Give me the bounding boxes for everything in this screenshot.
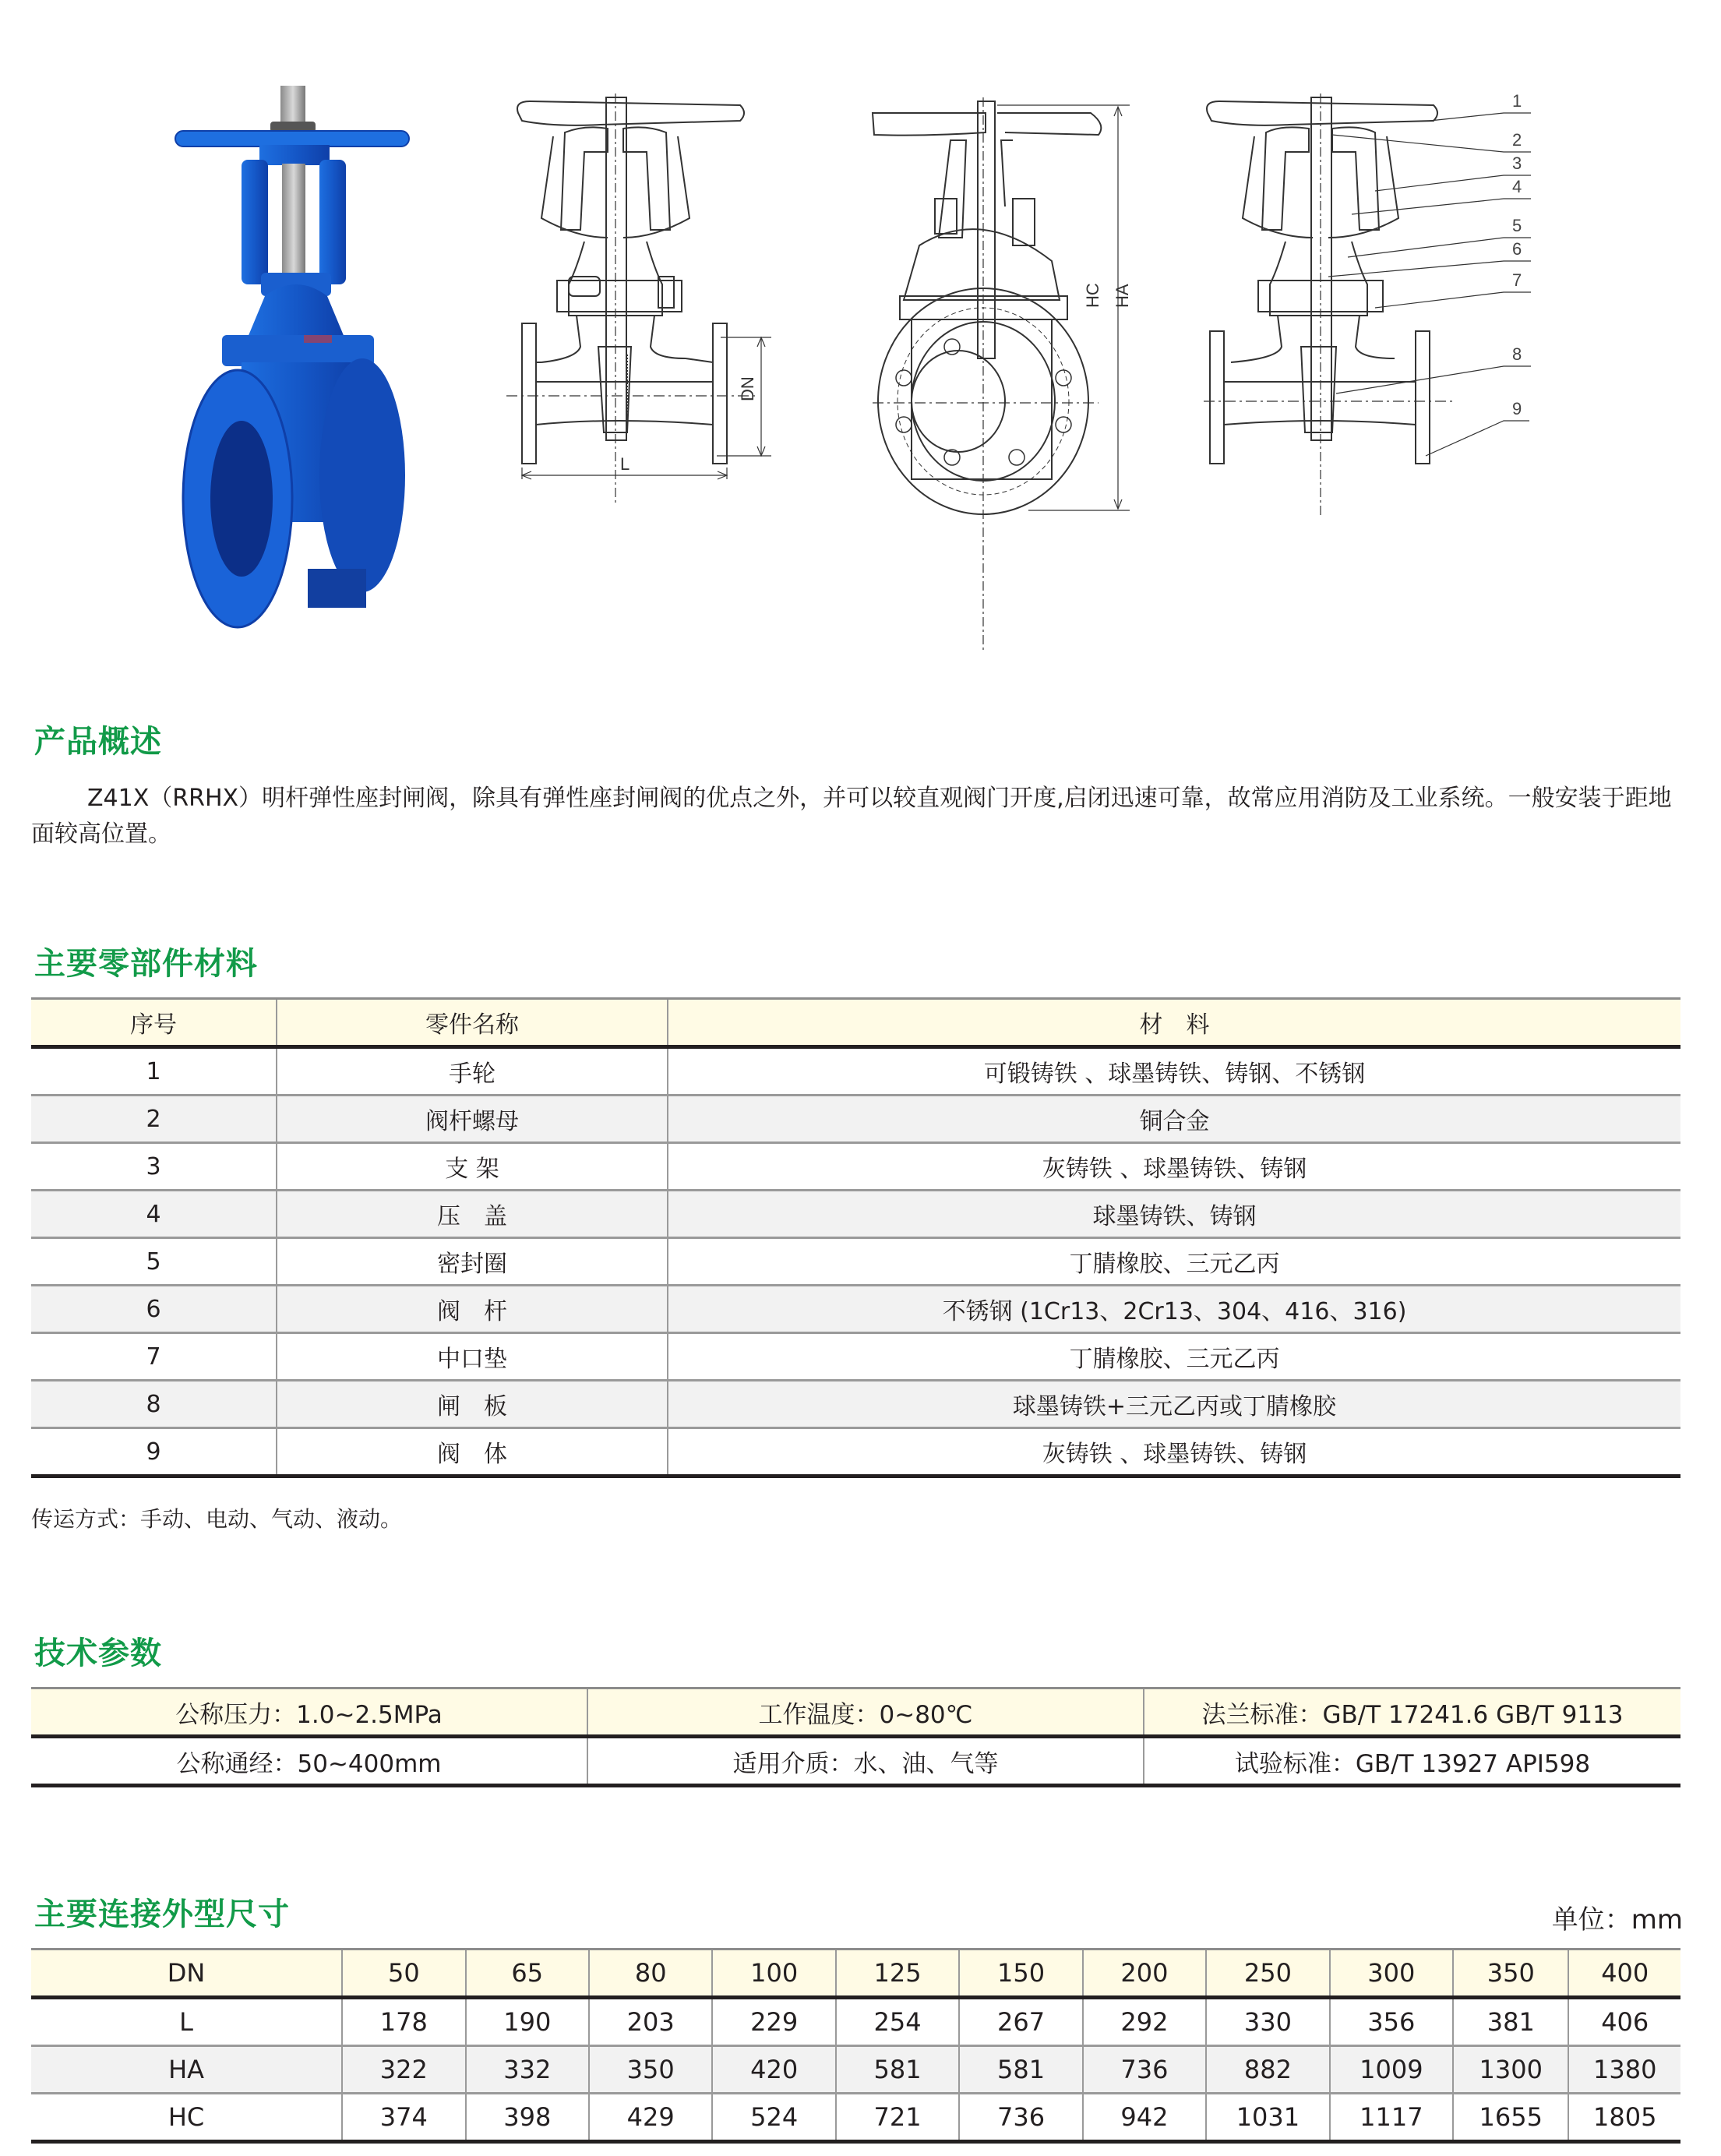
cell: 1009	[1330, 2046, 1453, 2094]
dn-label: DN	[31, 1950, 342, 1998]
header-material: 材 料	[668, 999, 1680, 1047]
part-material: 灰铸铁 、球墨铸铁、铸钢	[668, 1143, 1680, 1191]
tech-row	[31, 1688, 1680, 1737]
part-no: 4	[31, 1191, 277, 1238]
part-material: 不锈钢 (1Cr13、2Cr13、304、416、316)	[668, 1286, 1680, 1333]
hc-dimension-label: HC	[1083, 283, 1102, 308]
parts-materials-table	[31, 997, 1680, 1478]
dn-value: 300	[1330, 1950, 1453, 1998]
actuation-note: 传运方式：手动、电动、气动、液动。	[31, 1506, 403, 1532]
dn-value: 200	[1083, 1950, 1206, 1998]
dn-value: 125	[836, 1950, 959, 1998]
cell: 1117	[1330, 2094, 1453, 2142]
part-name: 压 盖	[277, 1191, 668, 1238]
cell: 229	[712, 1998, 835, 2046]
part-material: 丁腈橡胶、三元乙丙	[668, 1238, 1680, 1286]
callout-8: 8	[1512, 344, 1522, 364]
part-name: 闸 板	[277, 1381, 668, 1428]
dn-dimension-label: DN	[738, 376, 757, 401]
cell: 381	[1453, 1998, 1568, 2046]
cell: 524	[712, 2094, 835, 2142]
cell: 190	[466, 1998, 589, 2046]
cell: 429	[589, 2094, 712, 2142]
part-material: 球墨铸铁、铸钢	[668, 1191, 1680, 1238]
cell: 736	[959, 2094, 1082, 2142]
part-no: 6	[31, 1286, 277, 1333]
cell: 332	[466, 2046, 589, 2094]
dn-value: 100	[712, 1950, 835, 1998]
nominal-diameter: 公称通经：50~400mm	[176, 1749, 442, 1778]
l-dimension-label: L	[620, 454, 630, 474]
callout-3: 3	[1512, 153, 1522, 173]
table-row	[31, 1428, 1680, 1477]
table-row	[31, 1381, 1680, 1428]
cell: 374	[342, 2094, 465, 2142]
part-name: 阀杆螺母	[277, 1096, 668, 1143]
cell: 292	[1083, 1998, 1206, 2046]
part-no: 9	[31, 1428, 277, 1477]
part-no: 3	[31, 1143, 277, 1191]
table-row	[31, 1143, 1680, 1191]
table-row	[31, 1286, 1680, 1333]
cell: 581	[836, 2046, 959, 2094]
cell: 322	[342, 2046, 465, 2094]
cell: 406	[1568, 1998, 1680, 2046]
dn-header-row	[31, 1950, 1680, 1998]
cell: 254	[836, 1998, 959, 2046]
flange-standard: 法兰标准：GB/T 17241.6 GB/T 9113	[1144, 1688, 1680, 1737]
cell: 942	[1083, 2094, 1206, 2142]
cell: 350	[589, 2046, 712, 2094]
cell: 1805	[1568, 2094, 1680, 2142]
cell: 721	[836, 2094, 959, 2142]
dn-value: 400	[1568, 1950, 1680, 1998]
tech-params-table	[31, 1687, 1680, 1787]
unit-label: 单位：mm	[1551, 1904, 1683, 1935]
part-no: 5	[31, 1238, 277, 1286]
callout-5: 5	[1512, 216, 1522, 235]
tech-heading: 技术参数	[34, 1636, 162, 1671]
part-no: 1	[146, 1057, 161, 1085]
table-row	[31, 1191, 1680, 1238]
row-label: L	[179, 2007, 193, 2037]
part-name: 中口垫	[277, 1333, 668, 1381]
header-part-name: 零件名称	[277, 999, 668, 1047]
part-name: 阀 杆	[277, 1286, 668, 1333]
dims-heading: 主要连接外型尺寸	[34, 1897, 290, 1932]
part-material: 可锻铸铁 、球墨铸铁、铸钢、不锈钢	[668, 1047, 1680, 1096]
ha-dimension-label: HA	[1113, 284, 1132, 308]
table-row-ha	[31, 2046, 1680, 2094]
callout-7: 7	[1512, 270, 1522, 290]
part-name: 支 架	[277, 1143, 668, 1191]
overview-text: Z41X（RRHX）明杆弹性座封闸阀，除具有弹性座封闸阀的优点之外，并可以较直观阀门开度,启闭迅速可靠，故常应用消防及工业系统。一般安装于距地面较高位置。	[31, 785, 1672, 848]
parts-heading: 主要零部件材料	[34, 946, 258, 982]
product-photo	[168, 86, 425, 666]
cell: 736	[1083, 2046, 1206, 2094]
part-name: 阀 体	[277, 1428, 668, 1477]
callout-1: 1	[1512, 91, 1522, 111]
dn-value: 250	[1206, 1950, 1329, 1998]
table-row	[31, 1096, 1680, 1143]
cell: 203	[589, 1998, 712, 2046]
part-no: 7	[31, 1333, 277, 1381]
sectional-drawing-dimensions-dn-l	[506, 90, 795, 662]
dn-value: 65	[466, 1950, 589, 1998]
cell: 1031	[1206, 2094, 1329, 2142]
table-header-row	[31, 999, 1680, 1047]
callout-2: 2	[1512, 130, 1522, 150]
row-label: HA	[31, 2046, 342, 2094]
cell: 1655	[1453, 2094, 1568, 2142]
part-material: 灰铸铁 、球墨铸铁、铸钢	[668, 1428, 1680, 1477]
dn-value: 150	[959, 1950, 1082, 1998]
cell: 420	[712, 2046, 835, 2094]
overview-paragraph	[31, 781, 1687, 852]
part-material: 铜合金	[668, 1096, 1680, 1143]
part-no: 2	[31, 1096, 277, 1143]
part-name: 密封圈	[277, 1238, 668, 1286]
table-row-l	[31, 1998, 1680, 2046]
part-material: 丁腈橡胶、三元乙丙	[668, 1333, 1680, 1381]
cell: 1380	[1568, 2046, 1680, 2094]
callout-6: 6	[1512, 239, 1522, 259]
table-row	[31, 1238, 1680, 1286]
part-material: 球墨铸铁+三元乙丙或丁腈橡胶	[668, 1381, 1680, 1428]
row-label: HC	[31, 2094, 342, 2142]
cell: 267	[959, 1998, 1082, 2046]
front-drawing-dimensions-hc-ha	[865, 90, 1176, 662]
cell: 356	[1330, 1998, 1453, 2046]
callout-9: 9	[1512, 399, 1522, 418]
tech-row	[31, 1737, 1680, 1786]
part-name: 手轮	[277, 1047, 668, 1096]
callout-4: 4	[1512, 177, 1522, 196]
nominal-pressure: 公称压力：1.0~2.5MPa	[31, 1688, 587, 1737]
cell: 882	[1206, 2046, 1329, 2094]
dn-value: 350	[1453, 1950, 1568, 1998]
table-row	[31, 1047, 1680, 1096]
cell: 178	[342, 1998, 465, 2046]
dimensions-table	[31, 1948, 1680, 2144]
overview-heading: 产品概述	[34, 724, 162, 760]
cell: 398	[466, 2094, 589, 2142]
test-standard: 试验标准：GB/T 13927 API598	[1144, 1737, 1680, 1786]
working-temperature: 工作温度：0~80℃	[587, 1688, 1144, 1737]
header-no: 序号	[31, 999, 277, 1047]
dn-value: 80	[589, 1950, 712, 1998]
table-row	[31, 1333, 1680, 1381]
applicable-medium: 适用介质：水、油、气等	[587, 1737, 1144, 1786]
dn-value: 50	[342, 1950, 465, 1998]
cell: 1300	[1453, 2046, 1568, 2094]
part-no: 8	[31, 1381, 277, 1428]
parts-callout-drawing	[1204, 90, 1562, 662]
cell: 330	[1206, 1998, 1329, 2046]
gate-valve-photo-icon	[168, 86, 425, 666]
cell: 581	[959, 2046, 1082, 2094]
table-row-hc	[31, 2094, 1680, 2142]
